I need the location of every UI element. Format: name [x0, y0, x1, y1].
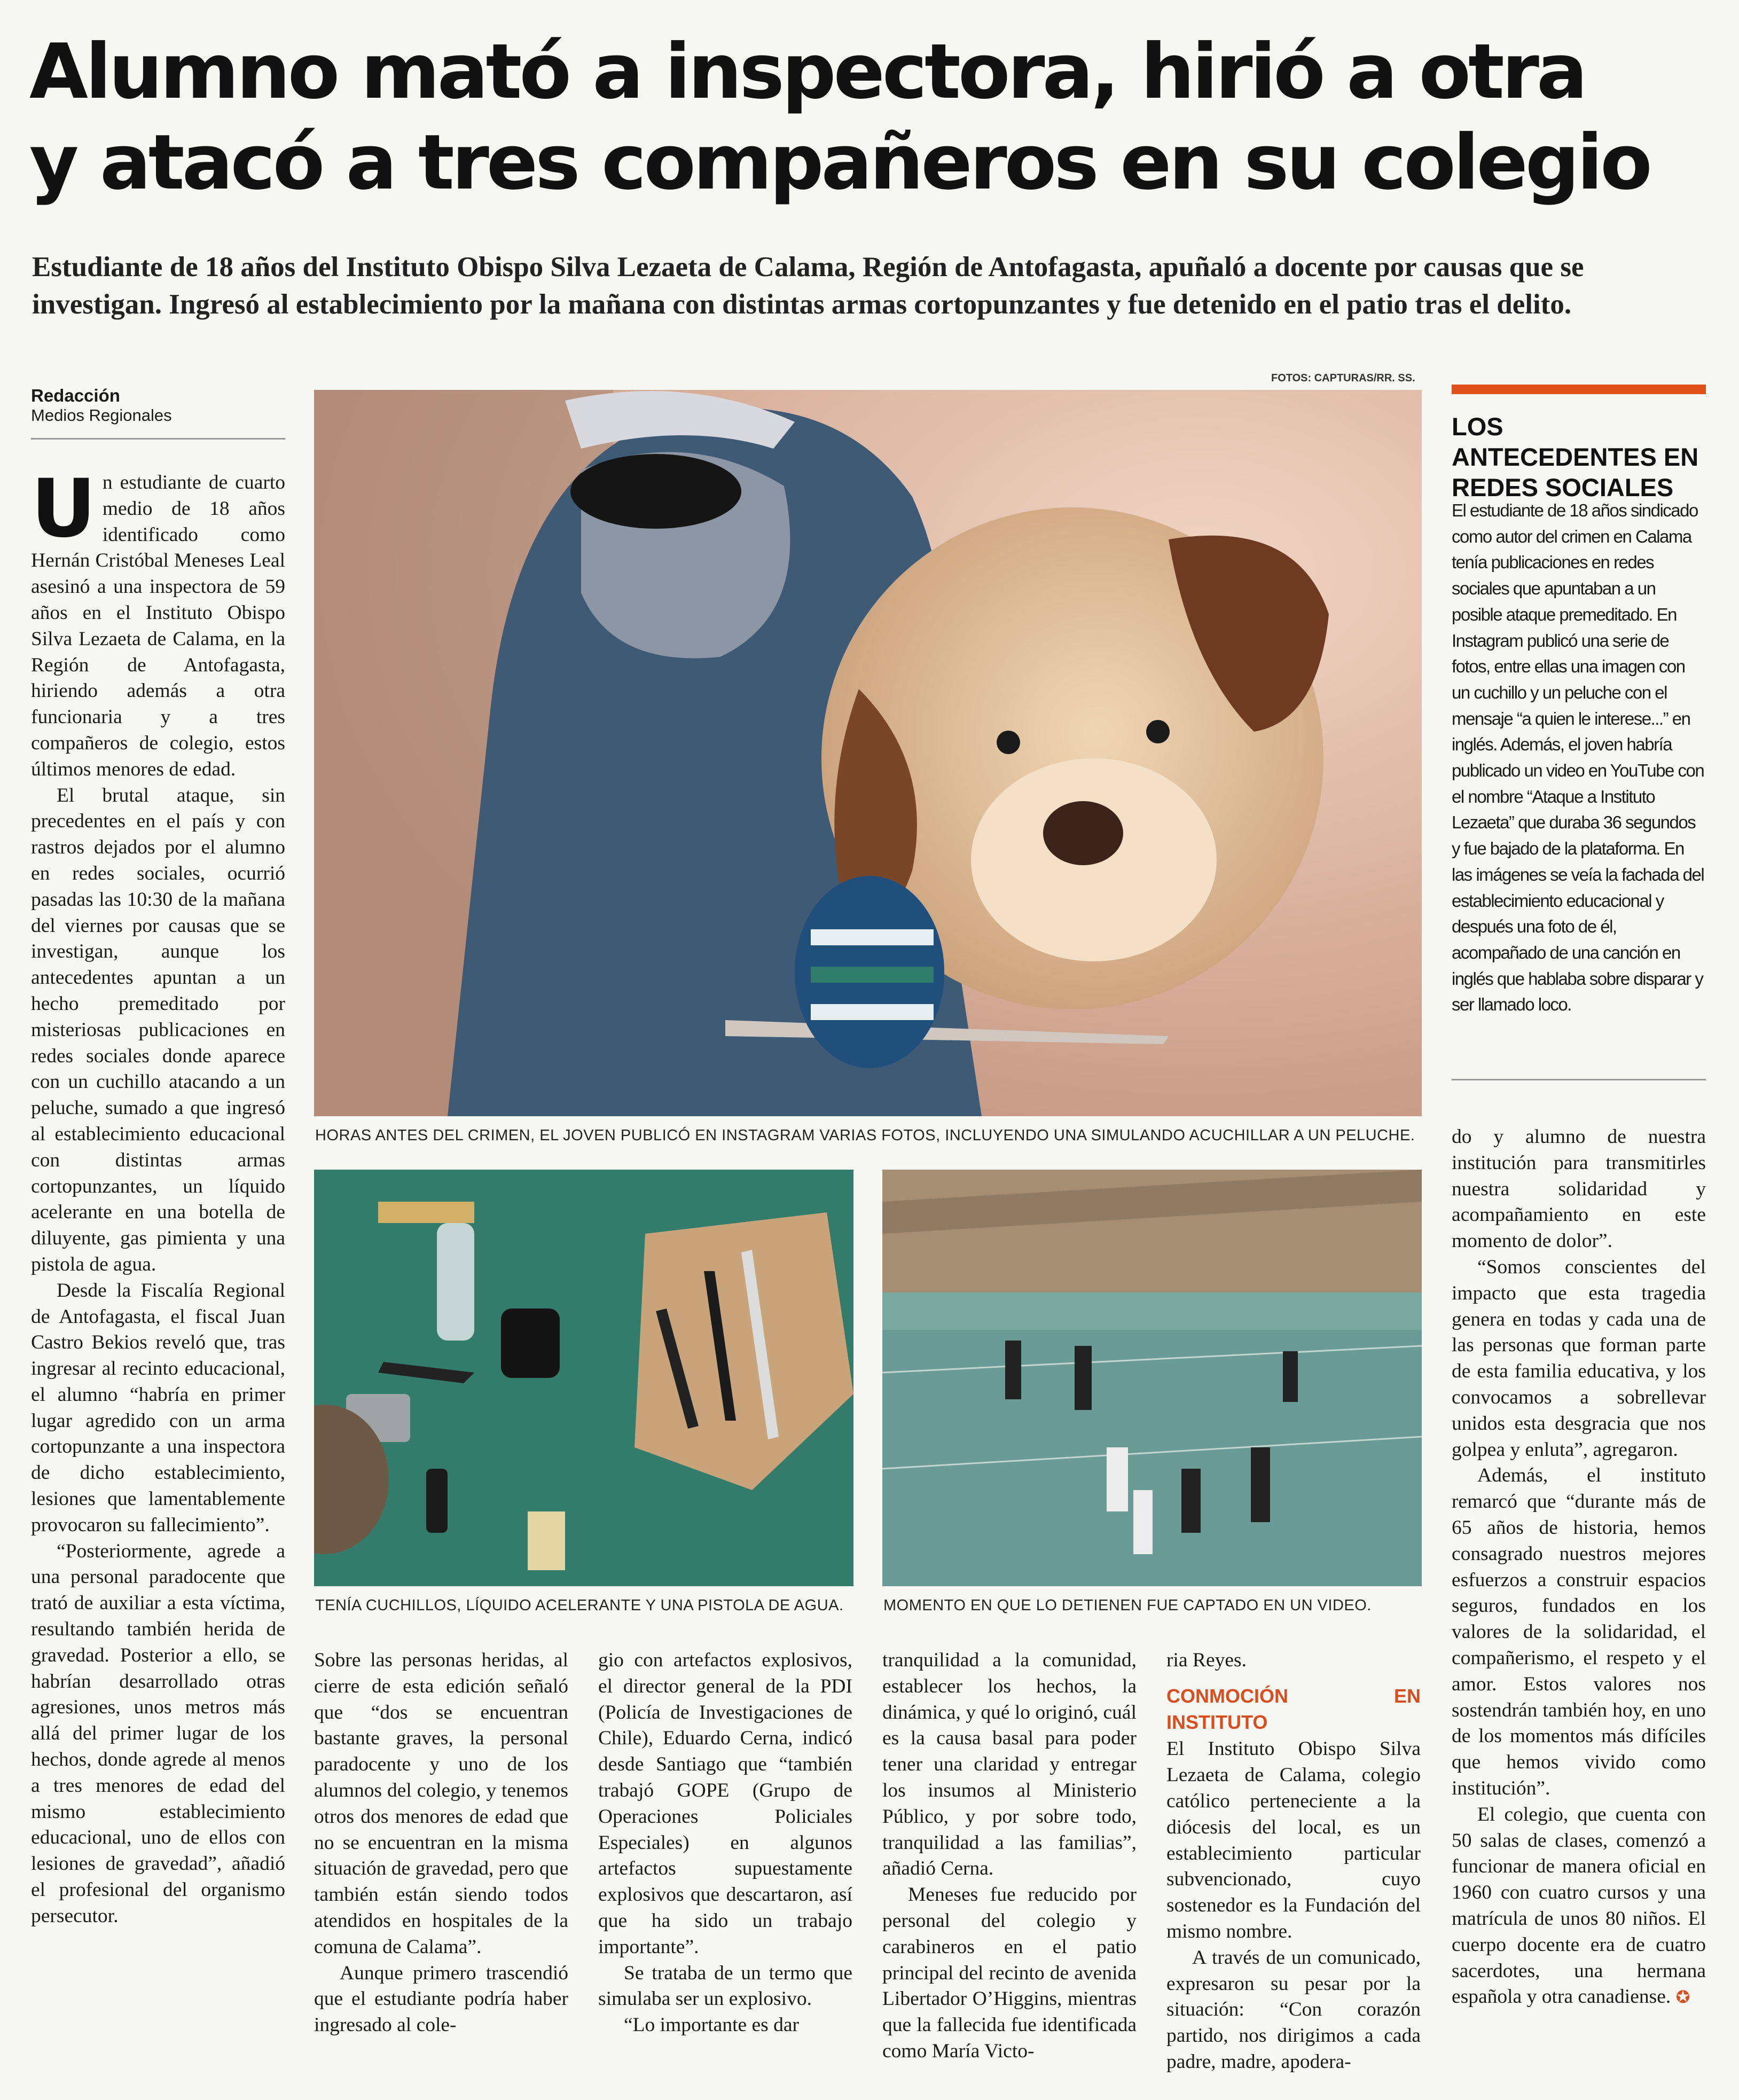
byline-author: Redacción [31, 386, 120, 405]
main-photo [314, 390, 1422, 1116]
sidebar-accent-bar [1452, 385, 1706, 394]
hooded-student-with-teddy-bear-image [314, 390, 1422, 1116]
paragraph: Además, el instituto remarcó que “durante más de 65 años de historia, hemos consagrado nuestros mejores esfuerzos a construir espacios seguros, fundados en los valores de la solidaridad, el compañerismo, el respeto y el amor. Estos valores nos sostendrán también hoy, en uno de los momentos más difíciles que hemos vivido como institución”. [1452, 1464, 1706, 1799]
article-column-4 [882, 1648, 1137, 2065]
paragraph: gio con artefactos explosivos, el director general de la PDI (Policía de Investigaciones de Chile), Eduardo Cerna, indicó desde Santiago que “también trabajó GOPE (Grupo de Operaciones Policiales Especiales) en algunos artefactos supuestamente explosivos que descartaron, así que ha sido un trabajo importante”. [598, 1649, 852, 1958]
arrest-photo-caption: MOMENTO EN QUE LO DETIENEN FUE CAPTADO EN UN VIDEO. [883, 1597, 1372, 1614]
headline [29, 27, 1717, 208]
dropcap: U [31, 463, 96, 555]
arrest-video-still-image [882, 1170, 1422, 1586]
paragraph: El Instituto Obispo Silva Lezaeta de Calama, colegio católico perteneciente a la diócesis del local, es un establecimiento particular subvencionado, cuyo sostenedor es la Fundación del mismo nombre. [1166, 1738, 1421, 1942]
paragraph: El colegio, que cuenta con 50 salas de clases, comenzó a funcionar de manera oficial en 1960 con cuatro cursos y una matrícula de unos 80 niños. El cuerpo docente era de cuatro sacerdotes, una hermana española y otra canadiense. [1452, 1803, 1706, 2008]
paragraph: Se trataba de un termo que simulaba ser un explosivo. [598, 1962, 852, 2010]
end-mark-icon: ✪ [1675, 1987, 1690, 2007]
section-subhead: CONMOCIÓN EN INSTITUTO [1166, 1684, 1421, 1733]
deck: Estudiante de 18 años del Instituto Obispo Silva Lezaeta de Calama, Región de Antofagasta, apuñaló a docente por causas que se investigan. Ingresó al establecimiento por la mañana con distintas armas cortopunzantes y fue detenido en el patio tras el delito. [32, 252, 1584, 320]
paragraph: A través de un comunicado, expresaron su pesar por la situación: “Con corazón partido, nos dirigimos a cada padre, madre, apodera- [1166, 1946, 1421, 2073]
paragraph: tranquilidad a la comunidad, establecer los hechos, la dinámica, y qué lo originó, cuál es la causa basal para poder tener una claridad y entregar los insumos al Ministerio Público, y por sobre todo, tranquilidad a las familias”, añadió Cerna. [882, 1649, 1137, 1880]
seized-weapons-image [314, 1170, 853, 1586]
article-column-5 [1166, 1648, 1421, 2075]
photo-credit: FOTOS: CAPTURAS/RR. SS. [1271, 372, 1415, 384]
headline-line-1: Alumno mató a inspectora, hirió a otra [29, 28, 1585, 116]
sidebar-body: El estudiante de 18 años sindicado como autor del crimen en Calama tenía publicaciones en redes sociales que apuntaban a un posible ataque premeditado. En Instagram publicó una serie de fotos, entre ellas una imagen con un cuchillo y un peluche con el mensaje “a quien le interese...” en inglés. Además, el joven habría publicado un video en YouTube con el nombre “Ataque a Instituto Lezaeta” que duraba 36 segundos y fue bajado de la plataforma. En las imágenes se veía la fachada del establecimiento educacional y después una foto de él, acompañado de una canción en inglés que hablaba sobre disparar y ser llamado loco. [1452, 500, 1704, 1015]
paragraph: ria Reyes. [1166, 1649, 1247, 1671]
paragraph: do y alumno de nuestra institución para transmitirles nuestra solidaridad y acompañamiento en este momento de dolor”. [1452, 1126, 1706, 1252]
main-photo-caption: HORAS ANTES DEL CRIMEN, EL JOVEN PUBLICÓ EN INSTAGRAM VARIAS FOTOS, INCLUYENDO UNA SIMULANDO ACUCHILLAR A UN PELUCHE. [315, 1127, 1415, 1144]
article-column-3 [598, 1648, 852, 2039]
sidebar-divider [1452, 1079, 1706, 1080]
byline [31, 386, 285, 440]
arrest-photo [882, 1170, 1422, 1586]
paragraph: “Somos conscientes del impacto que esta tragedia genera en todas y cada una de las personas que forman parte de esta familia educativa, y los convocamos a sobrellevar unidos esta desgracia que nos golpea y enluta”, agregaron. [1452, 1256, 1706, 1461]
paragraph: El brutal ataque, sin precedentes en el país y con rastros dejados por el alumno en redes sociales, ocurrió pasadas las 10:30 de la mañana del viernes por causas que se investigan, aunque los antecedentes apuntan a un hecho premeditado por misteriosas publicaciones en redes sociales donde aparece con un cuchillo atacando a un peluche, sumado a que ingresó al establecimiento educacional con distintas armas cortopunzantes, un líquido acelerante en una botella de diluyente, gas pimienta y una pistola de agua. [31, 784, 285, 1275]
paragraph: Aunque primero trascendió que el estudiante podría haber ingresado al cole- [314, 1962, 568, 2036]
weapons-photo-caption: TENÍA CUCHILLOS, LÍQUIDO ACELERANTE Y UNA PISTOLA DE AGUA. [315, 1597, 844, 1614]
article-column-2 [314, 1648, 568, 2039]
paragraph: n estudiante de cuarto medio de 18 años identificado como Hernán Cristóbal Meneses Leal asesinó a una inspectora de 59 años en el Instituto Obispo Silva Lezaeta de Calama, en la Región de Antofagasta, hiriendo además a otra funcionaria y a tres compañeros de colegio, estos últimos menores de edad. [31, 472, 285, 780]
weapons-photo [314, 1170, 853, 1586]
paragraph: Sobre las personas heridas, al cierre de esta edición señaló que “dos se encuentran bastante graves, la personal paradocente y uno de los alumnos del colegio, y tenemos otros dos menores de edad que no se encuentran en la misma situación de gravedad, pero que también están siendo todos atendidos en hospitales de la comuna de Calama”. [314, 1649, 568, 1958]
article-column-1 [31, 463, 285, 1930]
sidebar-title: LOS ANTECEDENTES EN REDES SOCIALES [1452, 412, 1699, 502]
article-column-6 [1452, 1124, 1706, 2010]
paragraph: “Lo importante es dar [624, 2014, 799, 2036]
paragraph: “Posteriormente, agrede a una personal paradocente que trató de auxiliar a esta víctima, resultando también herida de gravedad. Posterior a ello, se habrían desarrollado otras agresiones, unos metros más allá del primer lugar de los hechos, donde agrede al menos a tres menores de edad del mismo establecimiento educacional, uno de ellos con lesiones de gravedad”, añadió el profesional del organismo persecutor. [31, 1540, 285, 1927]
paragraph: Meneses fue reducido por personal del colegio y carabineros en el patio principal del recinto de avenida Libertador O’Higgins, mientras que la fallecida fue identificada como María Victo- [882, 1884, 1137, 2062]
paragraph: Desde la Fiscalía Regional de Antofagasta, el fiscal Juan Castro Bekios reveló que, tras ingresar al recinto educacional, el alumno “habría en primer lugar agredido con un arma cortopunzante a una inspectora de dicho establecimiento, lesiones que lamentablemente provocaron su fallecimiento”. [31, 1279, 285, 1536]
byline-section: Medios Regionales [31, 406, 172, 425]
headline-line-2: y atacó a tres compañeros en su colegio [29, 119, 1650, 207]
